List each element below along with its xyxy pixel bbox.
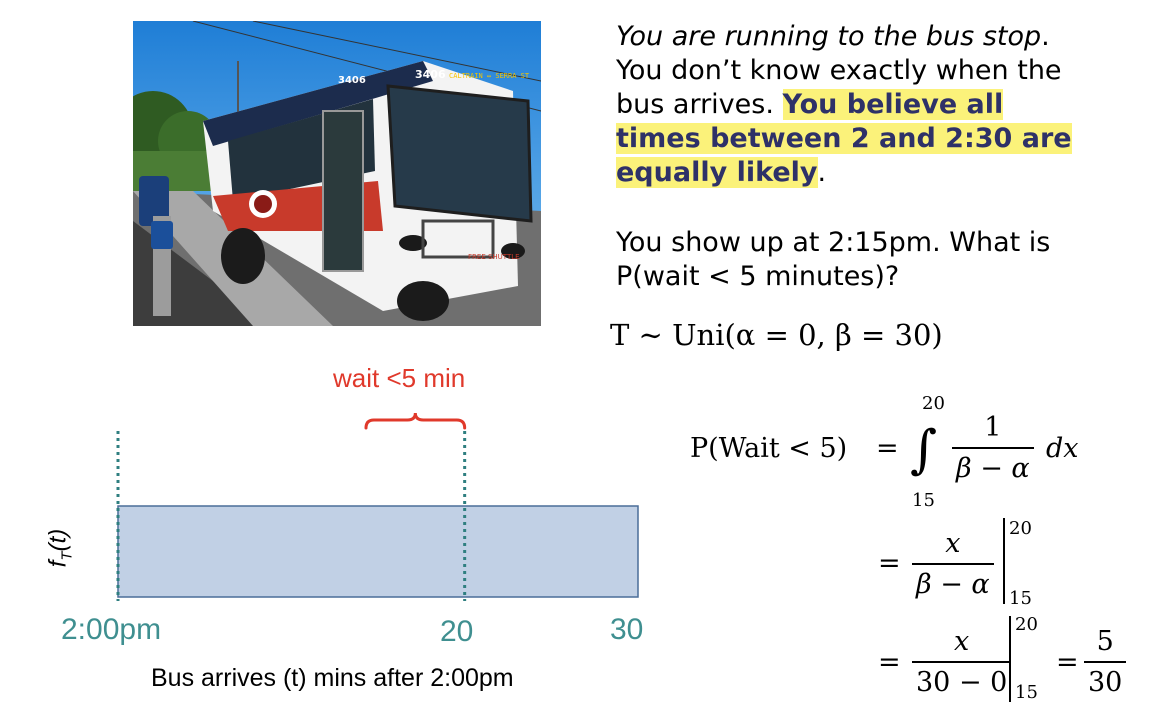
integrand-dx: dx <box>1046 433 1079 464</box>
question-text: You show up at 2:15pm. What is P(wait < 5 minutes)? <box>616 227 1051 292</box>
integrand-denominator: β − α <box>956 453 1030 484</box>
step2-fraction <box>912 528 994 600</box>
problem-line1: You are running to the bus stop <box>616 21 1042 52</box>
bus-free-shuttle-text: FREE SHUTTLE <box>468 253 520 261</box>
x-axis-label: Bus arrives (t) mins after 2:00pm <box>151 664 514 692</box>
equation-equals-4: = <box>1056 647 1079 678</box>
equation-equals-2: = <box>878 548 901 579</box>
integrand-numerator: 1 <box>952 412 1034 449</box>
step2-denominator: β − α <box>916 569 990 600</box>
bus-number-front: 3406 <box>415 68 446 81</box>
problem-line2: You don’t know exactly when the bus arrives. <box>616 55 1062 120</box>
equation-equals-1: = <box>876 433 899 464</box>
step3-numerator: x <box>912 626 1011 663</box>
step3-lower: 15 <box>1015 682 1038 703</box>
result-numerator: 5 <box>1084 626 1126 663</box>
integral-upper-limit: 20 <box>922 393 945 414</box>
bus-destination-sign: CALTRAIN ↔ SERRA ST <box>449 72 530 80</box>
distribution-formula: T ∼ Uni(α = 0, β = 30) <box>610 318 943 352</box>
integrand-fraction <box>952 412 1034 484</box>
density-area <box>118 506 638 597</box>
result-denominator: 30 <box>1088 667 1123 698</box>
step3-upper: 20 <box>1015 614 1038 635</box>
bus-number-side: 3406 <box>338 75 366 86</box>
step3-eval-bar <box>1009 616 1011 702</box>
x-tick-30: 30 <box>610 613 644 646</box>
step2-lower: 15 <box>1009 588 1032 609</box>
step2-numerator: x <box>912 528 994 565</box>
equation-lhs: P(Wait < 5) <box>690 433 848 464</box>
problem-line1-period: . <box>1041 21 1050 52</box>
result-fraction <box>1084 626 1126 698</box>
problem-highlight-period: . <box>817 157 827 188</box>
step3-denominator: 30 − 0 <box>916 667 1008 698</box>
x-tick-start: 2:00pm <box>61 613 162 646</box>
problem-statement <box>616 20 1086 190</box>
wait-brace <box>366 413 465 428</box>
bus-photo <box>133 21 541 326</box>
step2-upper: 20 <box>1009 518 1032 539</box>
step2-eval-bar <box>1003 518 1005 604</box>
equation-equals-3: = <box>878 647 901 678</box>
x-tick-20: 20 <box>440 615 474 648</box>
wait-annotation: wait <5 min <box>333 363 466 393</box>
integral-sign: ∫ <box>910 420 938 480</box>
problem-highlight: You believe all times between 2 and 2:30 are equally likely <box>616 89 1072 188</box>
integral-lower-limit: 15 <box>912 490 935 511</box>
step3-fraction <box>912 626 1011 698</box>
